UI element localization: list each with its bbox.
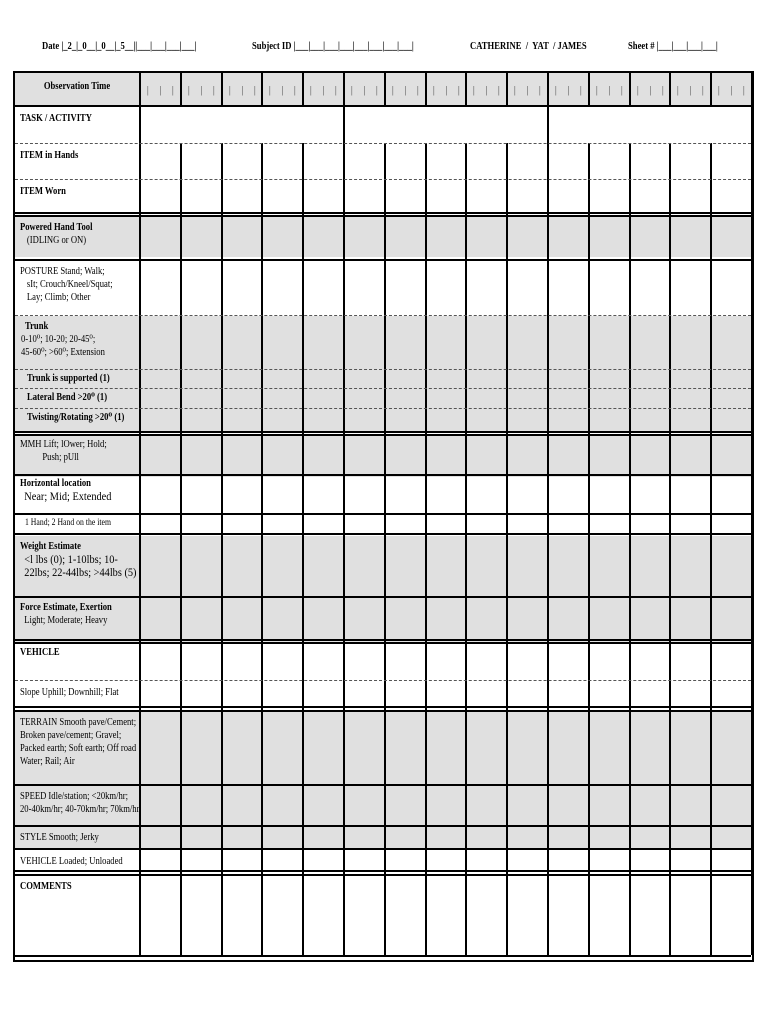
observation-time-cell[interactable]: | | | (147, 85, 178, 96)
hand-label: 1 Hand; 2 Hand on the item (25, 517, 111, 527)
observation-time-cell[interactable]: | | | (351, 85, 382, 96)
grid-column-line (588, 73, 590, 105)
grid-column-line (710, 73, 712, 105)
grid-column-line (629, 143, 631, 955)
grid-column-line (465, 143, 467, 955)
observation-time-cell[interactable]: | | | (392, 85, 423, 96)
observation-time-cell[interactable]: | | | (269, 85, 300, 96)
grid-column-line (261, 143, 263, 955)
trunk-supported-label: Trunk is supported (1) (27, 373, 110, 384)
subject-id-field[interactable]: Subject ID |___|___|___|___|___|___|___|___| (252, 41, 414, 52)
date-field[interactable]: Date |_2_|_0__|_0__|_5__||___|___|___|___| (42, 41, 197, 52)
grid-column-line (465, 73, 467, 105)
observation-time-cell[interactable]: | | | (473, 85, 504, 96)
terrain-label: TERRAIN Smooth pave/Cement; Broken pave/cement; Gravel; Packed earth; Soft earth; Off road Water; Rail; Air (20, 717, 137, 767)
grid-column-line (629, 73, 631, 105)
trunk-label: Trunk 0-10⁰; 10-20; 20-45⁰; 45-60⁰; >60⁰; Extension (21, 321, 105, 358)
observation-time-cell[interactable]: | | | (433, 85, 464, 96)
grid-column-line (384, 73, 386, 105)
observation-time-cell[interactable]: | | | (637, 85, 668, 96)
observation-time-cell[interactable]: | | | (310, 85, 341, 96)
observation-time-cell[interactable]: | | | (229, 85, 260, 96)
grid-column-line (751, 73, 753, 955)
slope-label: Slope Uphill; Downhill; Flat (20, 687, 119, 698)
grid-column-line (506, 143, 508, 955)
observation-time-cell[interactable]: | | | (188, 85, 219, 96)
grid-column-line (425, 143, 427, 955)
grid-column-line (506, 73, 508, 105)
weight-estimate-label: Weight Estimate <l lbs (0); 1-10lbs; 10- 22lbs; 22-44lbs; >44lbs (5) (20, 541, 137, 579)
powered-tool-label: Powered Hand Tool (IDLING or ON) (20, 222, 93, 246)
grid-column-line (221, 143, 223, 955)
grid-column-line (302, 73, 304, 105)
item-in-hands-label: ITEM in Hands (20, 150, 79, 161)
grid-column-line (302, 143, 304, 955)
vehicle-label: VEHICLE (20, 647, 60, 658)
force-estimate-label: Force Estimate, Exertion Light; Moderate; Heavy (20, 602, 112, 626)
sheet-number-field[interactable]: Sheet # |___|___|___|___| (628, 41, 718, 52)
grid-column-line (180, 73, 182, 105)
speed-label: SPEED Idle/station; <20km/hr; 20-40km/hr; 40-70km/hr; 70km/hr (20, 791, 139, 815)
grid-column-line (669, 73, 671, 105)
posture-label: POSTURE Stand; Walk; sIt; Crouch/Kneel/Squat; Lay; Climb; Other (20, 266, 113, 303)
observer-names: CATHERINE / YAT / JAMES (470, 41, 587, 52)
item-worn-label: ITEM Worn (20, 186, 66, 197)
observation-time-cell[interactable]: | | | (514, 85, 545, 96)
vehicle-load-label: VEHICLE Loaded; Unloaded (20, 856, 123, 867)
observation-time-cell[interactable]: | | | (677, 85, 708, 96)
comments-label: COMMENTS (20, 881, 72, 892)
observation-time-cell[interactable]: | | | (555, 85, 586, 96)
mmh-label: MMH Lift; lOwer; Hold; Push; pUll (20, 439, 107, 463)
grid-column-line (669, 143, 671, 955)
grid-column-line (588, 143, 590, 955)
task-activity-label: TASK / ACTIVITY (20, 113, 93, 124)
lateral-bend-label: Lateral Bend >20⁰ (1) (27, 392, 108, 403)
observation-time-cell[interactable]: | | | (718, 85, 749, 96)
observation-time-cell[interactable]: | | | (596, 85, 627, 96)
grid-column-line (425, 73, 427, 105)
grid-column-line (710, 143, 712, 955)
grid-column-line (221, 73, 223, 105)
grid-column-line (261, 73, 263, 105)
style-label: STYLE Smooth; Jerky (20, 832, 99, 843)
grid-column-line (180, 143, 182, 955)
horizontal-location-label: Horizontal location Near; Mid; Extended (20, 478, 112, 503)
observation-time-label: Observation Time (43, 81, 111, 92)
grid-column-line (384, 143, 386, 955)
twisting-label: Twisting/Rotating >20⁰ (1) (27, 412, 125, 423)
